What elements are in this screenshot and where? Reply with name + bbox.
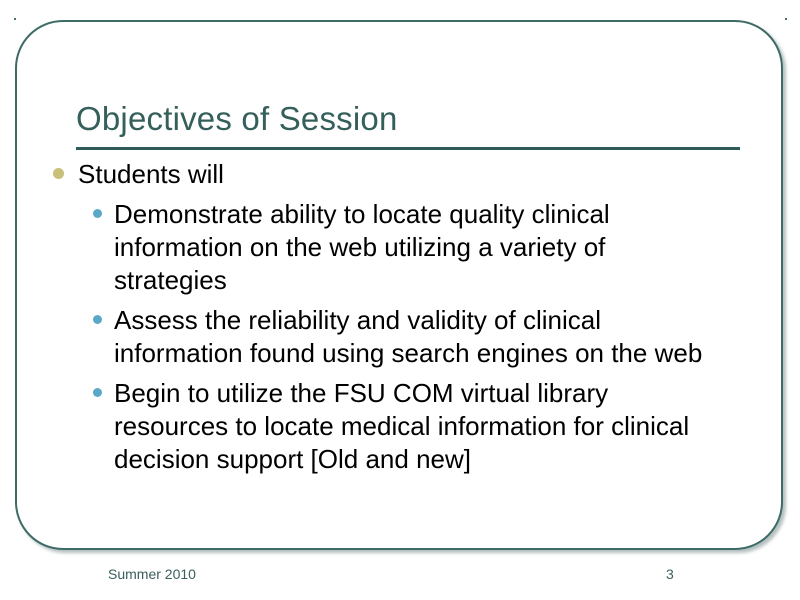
slide-title: Objectives of Session bbox=[76, 100, 398, 137]
sub-bullet-item bbox=[50, 198, 714, 297]
sub-bullet-text: Begin to utilize the FSU COM virtual library resources to locate medical information for clinical decision support [Old and new] bbox=[114, 378, 690, 474]
corner-dot bbox=[14, 18, 16, 20]
sub-bullet-item bbox=[50, 304, 714, 370]
sub-bullet-dot-icon bbox=[93, 388, 102, 397]
sub-bullet-text: Demonstrate ability to locate quality clinical information on the web utilizing a variety of strategies bbox=[114, 199, 610, 295]
sub-bullet-dot-icon bbox=[93, 315, 102, 324]
page-number: 3 bbox=[666, 566, 674, 582]
corner-dot bbox=[785, 18, 787, 20]
footer-date: Summer 2010 bbox=[108, 566, 196, 582]
title-underline bbox=[76, 147, 740, 150]
bullet-item bbox=[50, 158, 750, 191]
bullet-dot-icon bbox=[53, 168, 64, 179]
sub-bullet-list bbox=[50, 198, 750, 476]
sub-bullet-text: Assess the reliability and validity of clinical information found using search engines on the web bbox=[114, 305, 703, 368]
sub-bullet-item bbox=[50, 377, 714, 476]
bullet-text: Students will bbox=[78, 159, 224, 189]
sub-bullet-dot-icon bbox=[93, 209, 102, 218]
slide-content bbox=[50, 158, 750, 483]
